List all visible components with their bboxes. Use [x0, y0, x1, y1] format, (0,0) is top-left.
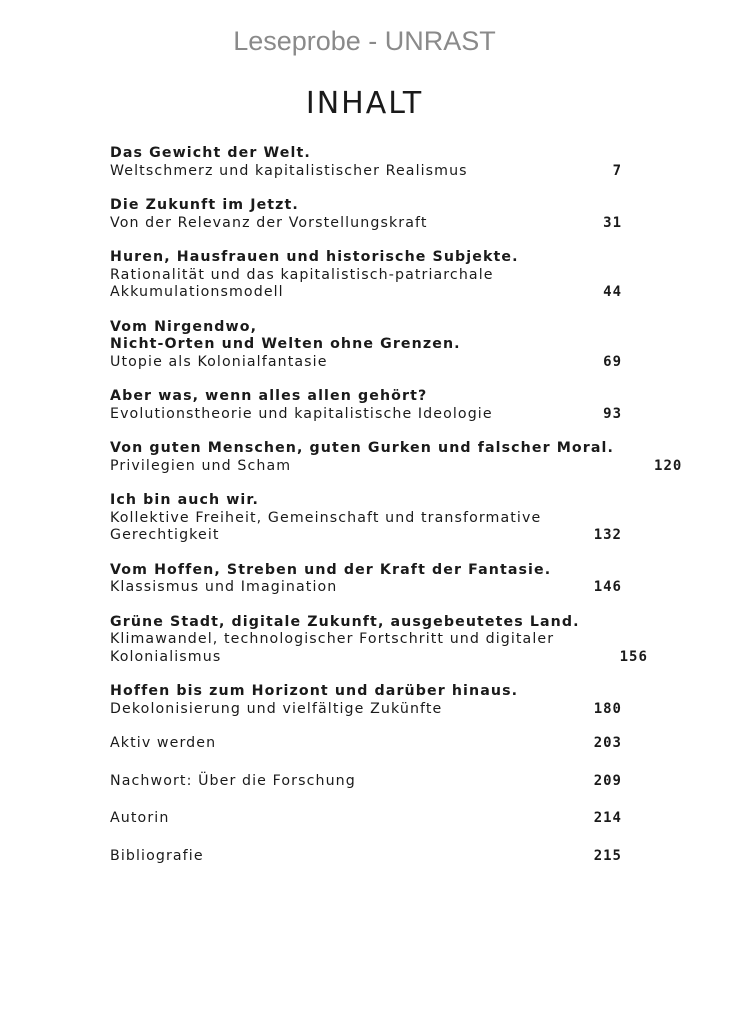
toc-entry-simple	[110, 810, 622, 828]
toc-entry-simple	[110, 735, 622, 753]
toc-entry	[110, 319, 622, 372]
toc-entry-page: 180	[593, 700, 622, 717]
table-of-contents	[110, 145, 683, 885]
preview-header: Leseprobe - UNRAST	[233, 26, 496, 56]
toc-entry	[110, 683, 622, 718]
toc-entry-title: Bibliografie	[110, 847, 204, 864]
toc-entry-page: 69	[603, 353, 622, 370]
toc-entry-page: 120	[654, 457, 683, 474]
toc-entry-subtitle: Rationalität und das kapitalistisch-patriarchale	[110, 266, 494, 283]
toc-entry-page: 215	[593, 847, 622, 864]
toc-entry-subtitle: Von der Relevanz der Vorstellungskraft	[110, 214, 428, 231]
toc-entry-title: Von guten Menschen, guten Gurken und falscher Moral.	[110, 440, 615, 456]
toc-entry-subtitle: Klassismus und Imagination	[110, 579, 338, 595]
toc-entry-title: Die Zukunft im Jetzt.	[110, 197, 299, 213]
toc-entry-title: Vom Hoffen, Streben und der Kraft der Fantasie.	[110, 561, 552, 578]
toc-entry-title: Hoffen bis zum Horizont und darüber hinaus.	[110, 683, 519, 699]
toc-entry-title: Vom Nirgendwo,	[110, 318, 258, 335]
toc-entry-subtitle: Utopie als Kolonialfantasie	[110, 353, 328, 370]
toc-entry	[110, 197, 622, 232]
toc-entry-page: 44	[603, 284, 622, 300]
toc-entry-page: 132	[593, 527, 622, 543]
toc-entry	[110, 613, 648, 667]
toc-entry-subtitle: Gerechtigkeit	[110, 527, 220, 543]
toc-entry-subtitle: Kolonialismus	[110, 648, 222, 665]
toc-entry-page: 31	[603, 214, 622, 231]
toc-entry	[110, 492, 622, 545]
toc-entry-subtitle: Akkumulationsmodell	[110, 284, 284, 300]
toc-entry	[110, 440, 683, 475]
toc-entry	[110, 388, 622, 423]
toc-entry-subtitle: Evolutionstheorie und kapitalistische Ideologie	[110, 405, 493, 422]
toc-entry-subtitle: Dekolonisierung und vielfältige Zukünfte	[110, 700, 443, 717]
toc-entry-title: Autorin	[110, 810, 170, 826]
toc-entry-subtitle: Privilegien und Scham	[110, 457, 292, 474]
toc-entry-page: 156	[619, 648, 648, 665]
toc-entry-subtitle: Klimawandel, technologischer Fortschritt und digitaler	[110, 631, 555, 647]
toc-entry-title: Ich bin auch wir.	[110, 492, 259, 508]
toc-entry-title: Aber was, wenn alles allen gehört?	[110, 388, 428, 404]
toc-entry-page: 146	[593, 579, 622, 595]
toc-entry-page: 7	[612, 162, 622, 179]
toc-entry-title: Das Gewicht der Welt.	[110, 145, 311, 161]
toc-entry-title: Nachwort: Über die Forschung	[110, 772, 356, 789]
toc-entry-subtitle: Weltschmerz und kapitalistischer Realismus	[110, 162, 468, 179]
toc-entry	[110, 145, 622, 180]
toc-entry	[110, 249, 622, 302]
toc-entry-page: 203	[593, 735, 622, 751]
toc-entry-page: 93	[603, 405, 622, 422]
page-title: INHALT	[305, 86, 424, 121]
toc-entry-subtitle: Kollektive Freiheit, Gemeinschaft und transformative	[110, 509, 542, 526]
toc-entry-title: Huren, Hausfrauen und historische Subjekte.	[110, 249, 519, 265]
toc-entry-page: 214	[593, 810, 622, 826]
toc-entry-simple	[110, 773, 622, 791]
toc-entry-simple	[110, 848, 622, 866]
toc-entry	[110, 562, 622, 597]
toc-entry-title: Grüne Stadt, digitale Zukunft, ausgebeutetes Land.	[110, 613, 580, 630]
toc-entry-page: 209	[593, 772, 622, 789]
toc-entry-title: Aktiv werden	[110, 735, 217, 751]
toc-entry-title-cont: Nicht-Orten und Welten ohne Grenzen.	[110, 336, 461, 352]
